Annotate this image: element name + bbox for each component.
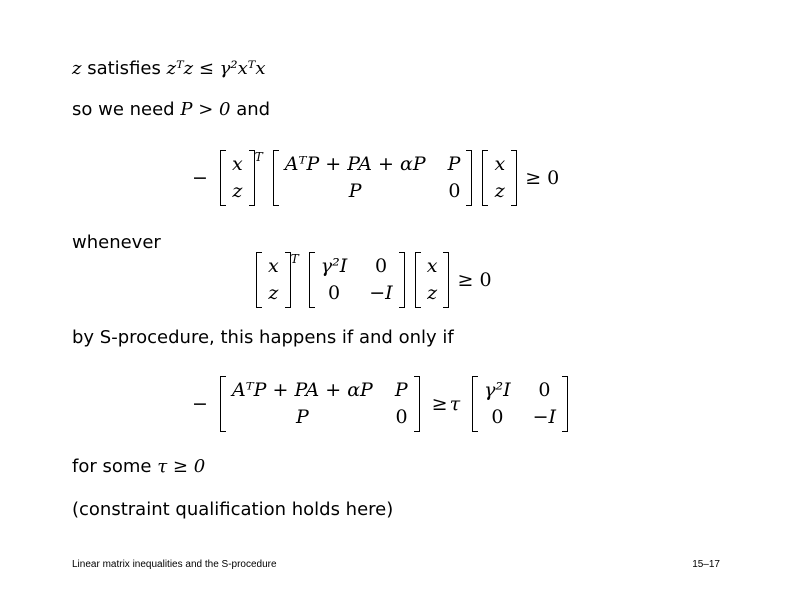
- matrix-entry: 0: [395, 406, 408, 428]
- vector-xz: [415, 252, 450, 308]
- block-matrix-gamma: [472, 376, 568, 432]
- block-matrix-gamma: [309, 252, 405, 308]
- matrix-entry: P: [394, 379, 408, 401]
- equation-gamma-constraint: [256, 252, 498, 308]
- vector-xz: [482, 150, 517, 206]
- minus-sign: −: [192, 167, 208, 189]
- matrix-entry: 0: [374, 255, 388, 277]
- tau-symbol: τ: [449, 393, 461, 415]
- transpose-superscript: T: [254, 150, 263, 164]
- page-number: 15–17: [692, 559, 720, 570]
- matrix-entry: P: [296, 406, 309, 428]
- matrix-entry: −I: [369, 282, 393, 304]
- whenever-label: whenever: [72, 232, 161, 253]
- geq-sign: ≥: [431, 393, 448, 415]
- vec-entry: x: [426, 255, 438, 277]
- for-some-tau-statement: [72, 456, 205, 477]
- vec-entry: x: [268, 255, 279, 277]
- vec-entry: x: [494, 153, 506, 175]
- matrix-entry: γ²I: [484, 379, 511, 401]
- matrix-entry: γ²I: [320, 255, 348, 277]
- statement-need-p: [72, 99, 270, 120]
- matrix-entry: AᵀP + PA + αP: [284, 153, 426, 175]
- so-we-need-text: so we need: [72, 99, 175, 120]
- matrix-entry: 0: [491, 406, 504, 428]
- matrix-entry: P: [447, 153, 461, 175]
- satisfies-text: satisfies: [87, 58, 161, 79]
- block-matrix-lyapunov: [220, 376, 420, 432]
- constraint-qualification-note: (constraint qualification holds here): [72, 499, 394, 520]
- footer-title: Linear matrix inequalities and the S-procedure: [72, 559, 277, 570]
- for-some-text: for some: [72, 456, 152, 477]
- vec-entry: z: [268, 282, 279, 304]
- equation-lyapunov-quadratic-form: [186, 150, 565, 206]
- matrix-entry: 0: [327, 282, 341, 304]
- block-matrix-lyapunov: [273, 150, 473, 206]
- geq-zero: ≥ 0: [525, 167, 560, 189]
- matrix-entry: −I: [532, 406, 557, 428]
- equation-s-procedure-lmi: [186, 376, 568, 432]
- s-procedure-statement: by S-procedure, this happens if and only if: [72, 327, 454, 348]
- vec-entry: z: [494, 180, 505, 202]
- and-text: and: [236, 99, 271, 120]
- vec-entry: x: [231, 153, 243, 175]
- vector-xz-transposed: [220, 150, 255, 206]
- matrix-entry: P: [348, 180, 362, 202]
- geq-zero: ≥ 0: [457, 269, 492, 291]
- minus-sign: −: [192, 393, 208, 415]
- transpose-superscript: T: [290, 252, 299, 266]
- tau-nonneg-math: τ ≥ 0: [157, 456, 206, 477]
- vec-entry: z: [232, 180, 243, 202]
- inequality-z-gamma-x: zᵀz ≤ γ²xᵀx: [166, 58, 266, 79]
- matrix-entry: 0: [538, 379, 551, 401]
- var-z: z: [72, 58, 82, 79]
- p-positive-math: P > 0: [180, 99, 231, 120]
- statement-z-satisfies: [72, 58, 265, 79]
- vector-xz-transposed: [256, 252, 291, 308]
- matrix-entry: AᵀP + PA + αP: [231, 379, 373, 401]
- matrix-entry: 0: [448, 180, 461, 202]
- vec-entry: z: [427, 282, 438, 304]
